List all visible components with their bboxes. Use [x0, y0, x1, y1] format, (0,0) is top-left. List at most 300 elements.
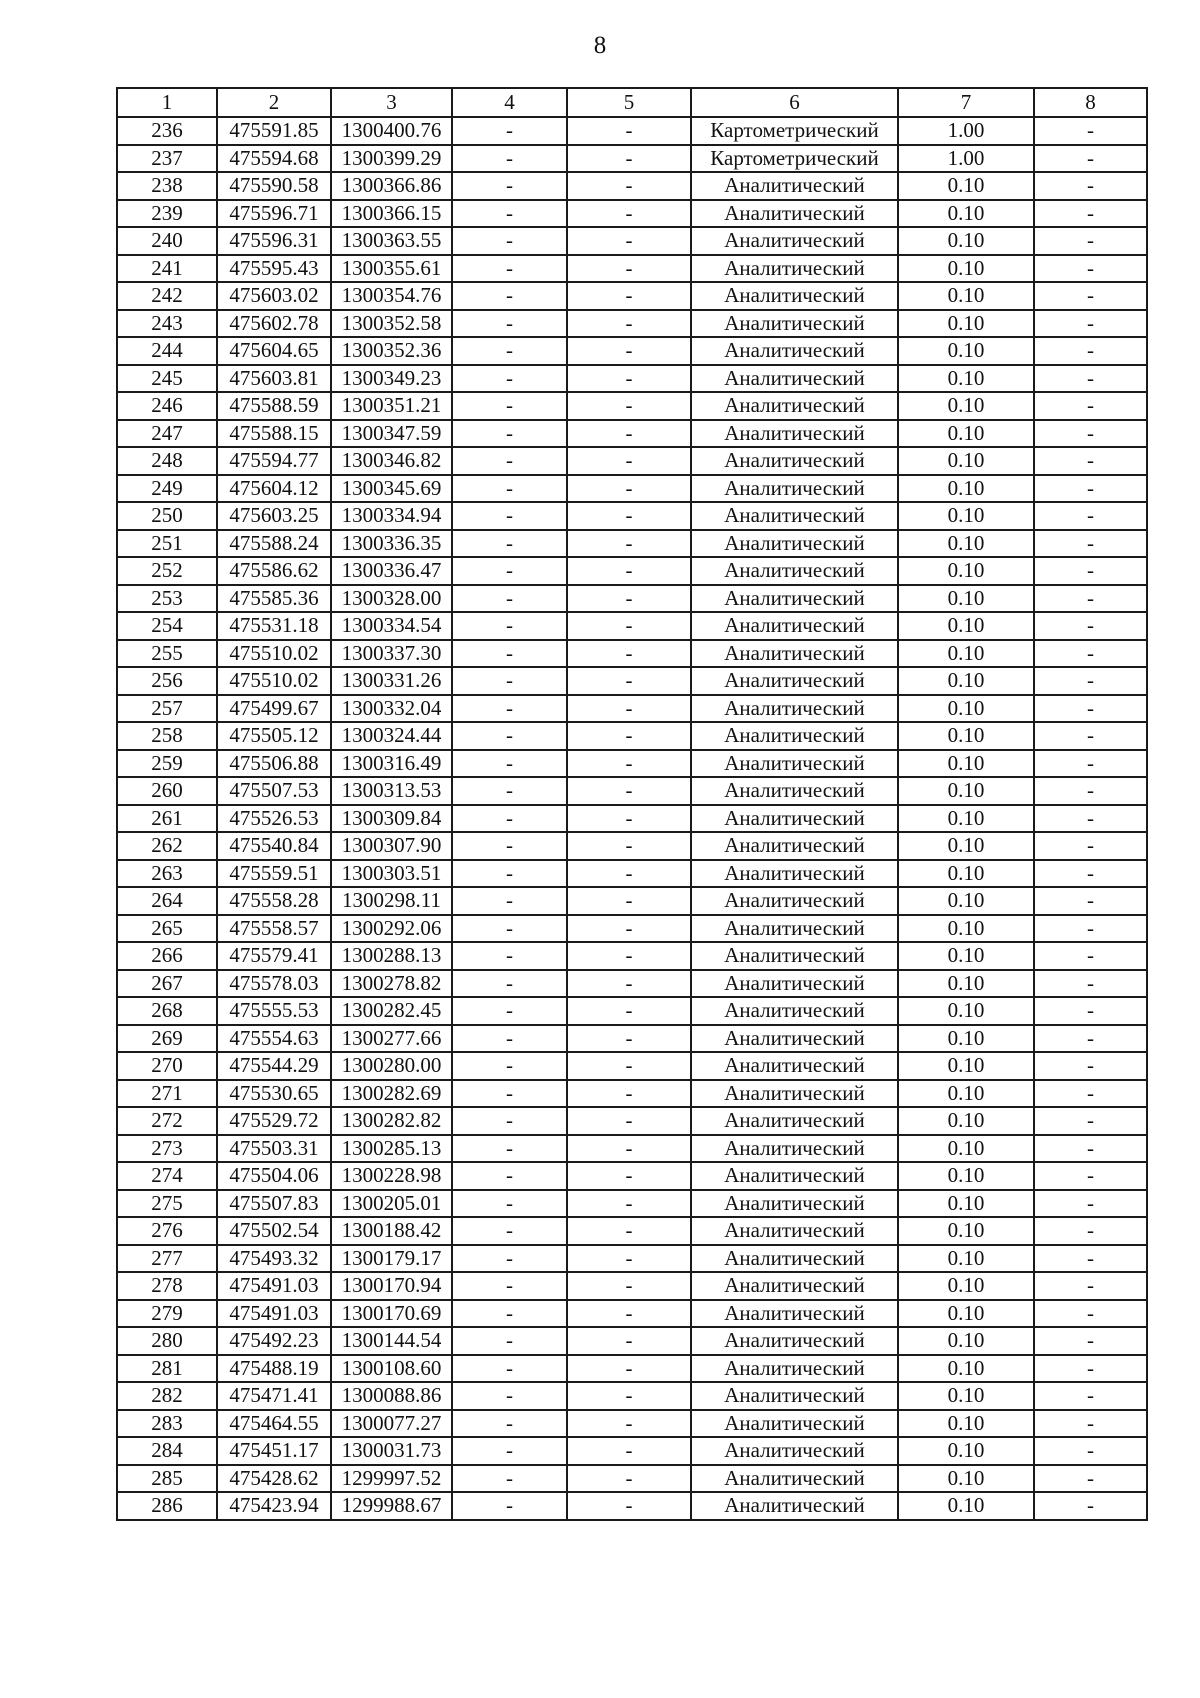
point-number-cell: 250 [117, 502, 217, 530]
method-cell: Аналитический [691, 420, 898, 448]
col-4-cell: - [452, 1135, 567, 1163]
col-5-cell: - [567, 915, 691, 943]
col-8-cell: - [1034, 1025, 1147, 1053]
y-coordinate-cell: 1300316.49 [331, 750, 452, 778]
y-coordinate-cell: 1300352.58 [331, 310, 452, 338]
table-row [117, 750, 1147, 778]
point-number-cell: 286 [117, 1492, 217, 1520]
point-number-cell: 282 [117, 1382, 217, 1410]
point-number-cell: 239 [117, 200, 217, 228]
page-number: 8 [593, 32, 607, 59]
y-coordinate-cell: 1300345.69 [331, 475, 452, 503]
table-row [117, 887, 1147, 915]
accuracy-cell: 0.10 [898, 970, 1034, 998]
col-4-cell: - [452, 1107, 567, 1135]
col-4-cell: - [452, 145, 567, 173]
table-body [117, 88, 1147, 1520]
x-coordinate-cell: 475590.58 [217, 172, 331, 200]
point-number-cell: 246 [117, 392, 217, 420]
col-5-cell: - [567, 1300, 691, 1328]
method-cell: Аналитический [691, 777, 898, 805]
col-4-cell: - [452, 502, 567, 530]
col-8-cell: - [1034, 475, 1147, 503]
accuracy-cell: 0.10 [898, 1492, 1034, 1520]
col-5-cell: - [567, 970, 691, 998]
accuracy-cell: 0.10 [898, 750, 1034, 778]
x-coordinate-cell: 475506.88 [217, 750, 331, 778]
col-5-cell: - [567, 1217, 691, 1245]
col-8-cell: - [1034, 530, 1147, 558]
x-coordinate-cell: 475585.36 [217, 585, 331, 613]
point-number-cell: 237 [117, 145, 217, 173]
col-5-cell: - [567, 1437, 691, 1465]
col-5-cell: - [567, 585, 691, 613]
y-coordinate-cell: 1300324.44 [331, 722, 452, 750]
col-5-cell: - [567, 667, 691, 695]
coordinates-table [116, 87, 1148, 1521]
col-4-cell: - [452, 750, 567, 778]
col-5-cell: - [567, 310, 691, 338]
x-coordinate-cell: 475423.94 [217, 1492, 331, 1520]
x-coordinate-cell: 475503.31 [217, 1135, 331, 1163]
col-8-cell: - [1034, 1135, 1147, 1163]
y-coordinate-cell: 1300313.53 [331, 777, 452, 805]
accuracy-cell: 0.10 [898, 915, 1034, 943]
col-4-cell: - [452, 970, 567, 998]
y-coordinate-cell: 1300336.47 [331, 557, 452, 585]
x-coordinate-cell: 475526.53 [217, 805, 331, 833]
col-5-cell: - [567, 695, 691, 723]
method-cell: Аналитический [691, 915, 898, 943]
method-cell: Аналитический [691, 310, 898, 338]
accuracy-cell: 0.10 [898, 722, 1034, 750]
y-coordinate-cell: 1300298.11 [331, 887, 452, 915]
method-cell: Аналитический [691, 530, 898, 558]
col-8-cell: - [1034, 612, 1147, 640]
x-coordinate-cell: 475603.02 [217, 282, 331, 310]
y-coordinate-cell: 1300347.59 [331, 420, 452, 448]
col-8-cell: - [1034, 942, 1147, 970]
col-5-cell: - [567, 447, 691, 475]
x-coordinate-cell: 475555.53 [217, 997, 331, 1025]
point-number-cell: 236 [117, 117, 217, 145]
col-8-cell: - [1034, 1245, 1147, 1273]
table-row [117, 1190, 1147, 1218]
point-number-cell: 272 [117, 1107, 217, 1135]
table-row [117, 200, 1147, 228]
y-coordinate-cell: 1300334.54 [331, 612, 452, 640]
point-number-cell: 276 [117, 1217, 217, 1245]
x-coordinate-cell: 475540.84 [217, 832, 331, 860]
col-5-cell: - [567, 1382, 691, 1410]
col-5-cell: - [567, 1410, 691, 1438]
point-number-cell: 242 [117, 282, 217, 310]
table-row [117, 1107, 1147, 1135]
col-8-cell: - [1034, 970, 1147, 998]
col-5-cell: - [567, 612, 691, 640]
x-coordinate-cell: 475464.55 [217, 1410, 331, 1438]
x-coordinate-cell: 475544.29 [217, 1052, 331, 1080]
table-row [117, 970, 1147, 998]
col-8-cell: - [1034, 1382, 1147, 1410]
point-number-cell: 248 [117, 447, 217, 475]
table-header-row [117, 88, 1147, 117]
x-coordinate-cell: 475558.57 [217, 915, 331, 943]
col-5-cell: - [567, 997, 691, 1025]
col-8-cell: - [1034, 557, 1147, 585]
method-cell: Аналитический [691, 1135, 898, 1163]
table-row [117, 117, 1147, 145]
table-row [117, 502, 1147, 530]
column-header-8: 8 [1034, 88, 1147, 117]
x-coordinate-cell: 475493.32 [217, 1245, 331, 1273]
col-8-cell: - [1034, 805, 1147, 833]
col-5-cell: - [567, 1492, 691, 1520]
col-4-cell: - [452, 337, 567, 365]
col-8-cell: - [1034, 255, 1147, 283]
point-number-cell: 274 [117, 1162, 217, 1190]
point-number-cell: 280 [117, 1327, 217, 1355]
col-4-cell: - [452, 1382, 567, 1410]
col-4-cell: - [452, 392, 567, 420]
x-coordinate-cell: 475591.85 [217, 117, 331, 145]
x-coordinate-cell: 475594.77 [217, 447, 331, 475]
y-coordinate-cell: 1300292.06 [331, 915, 452, 943]
point-number-cell: 259 [117, 750, 217, 778]
point-number-cell: 254 [117, 612, 217, 640]
method-cell: Аналитический [691, 502, 898, 530]
accuracy-cell: 0.10 [898, 1245, 1034, 1273]
col-4-cell: - [452, 777, 567, 805]
y-coordinate-cell: 1300355.61 [331, 255, 452, 283]
table-row [117, 557, 1147, 585]
accuracy-cell: 0.10 [898, 200, 1034, 228]
method-cell: Аналитический [691, 1382, 898, 1410]
col-8-cell: - [1034, 1300, 1147, 1328]
y-coordinate-cell: 1300108.60 [331, 1355, 452, 1383]
method-cell: Аналитический [691, 1355, 898, 1383]
table-row [117, 1245, 1147, 1273]
col-8-cell: - [1034, 667, 1147, 695]
accuracy-cell: 0.10 [898, 255, 1034, 283]
table-row [117, 337, 1147, 365]
x-coordinate-cell: 475554.63 [217, 1025, 331, 1053]
x-coordinate-cell: 475558.28 [217, 887, 331, 915]
method-cell: Аналитический [691, 805, 898, 833]
method-cell: Аналитический [691, 585, 898, 613]
col-5-cell: - [567, 1080, 691, 1108]
col-4-cell: - [452, 887, 567, 915]
x-coordinate-cell: 475531.18 [217, 612, 331, 640]
y-coordinate-cell: 1300307.90 [331, 832, 452, 860]
accuracy-cell: 0.10 [898, 832, 1034, 860]
point-number-cell: 273 [117, 1135, 217, 1163]
accuracy-cell: 0.10 [898, 365, 1034, 393]
accuracy-cell: 0.10 [898, 1025, 1034, 1053]
accuracy-cell: 0.10 [898, 997, 1034, 1025]
x-coordinate-cell: 475504.06 [217, 1162, 331, 1190]
accuracy-cell: 0.10 [898, 805, 1034, 833]
col-8-cell: - [1034, 860, 1147, 888]
accuracy-cell: 0.10 [898, 1080, 1034, 1108]
col-5-cell: - [567, 392, 691, 420]
method-cell: Аналитический [691, 942, 898, 970]
col-5-cell: - [567, 777, 691, 805]
y-coordinate-cell: 1300278.82 [331, 970, 452, 998]
y-coordinate-cell: 1300282.69 [331, 1080, 452, 1108]
x-coordinate-cell: 475604.65 [217, 337, 331, 365]
col-4-cell: - [452, 805, 567, 833]
table-row [117, 1355, 1147, 1383]
col-5-cell: - [567, 530, 691, 558]
y-coordinate-cell: 1300188.42 [331, 1217, 452, 1245]
accuracy-cell: 0.10 [898, 942, 1034, 970]
method-cell: Аналитический [691, 365, 898, 393]
col-4-cell: - [452, 1245, 567, 1273]
col-4-cell: - [452, 1327, 567, 1355]
y-coordinate-cell: 1299997.52 [331, 1465, 452, 1493]
col-5-cell: - [567, 145, 691, 173]
accuracy-cell: 0.10 [898, 1052, 1034, 1080]
x-coordinate-cell: 475507.83 [217, 1190, 331, 1218]
table-row [117, 475, 1147, 503]
x-coordinate-cell: 475578.03 [217, 970, 331, 998]
col-5-cell: - [567, 1327, 691, 1355]
point-number-cell: 258 [117, 722, 217, 750]
x-coordinate-cell: 475596.71 [217, 200, 331, 228]
point-number-cell: 255 [117, 640, 217, 668]
col-4-cell: - [452, 1190, 567, 1218]
y-coordinate-cell: 1300366.86 [331, 172, 452, 200]
point-number-cell: 268 [117, 997, 217, 1025]
col-8-cell: - [1034, 695, 1147, 723]
col-5-cell: - [567, 420, 691, 448]
x-coordinate-cell: 475596.31 [217, 227, 331, 255]
table-row [117, 1465, 1147, 1493]
col-8-cell: - [1034, 447, 1147, 475]
col-5-cell: - [567, 1107, 691, 1135]
table-row [117, 695, 1147, 723]
col-5-cell: - [567, 1465, 691, 1493]
accuracy-cell: 0.10 [898, 420, 1034, 448]
x-coordinate-cell: 475499.67 [217, 695, 331, 723]
accuracy-cell: 0.10 [898, 1437, 1034, 1465]
col-4-cell: - [452, 1355, 567, 1383]
method-cell: Аналитический [691, 750, 898, 778]
method-cell: Аналитический [691, 557, 898, 585]
col-5-cell: - [567, 227, 691, 255]
method-cell: Аналитический [691, 282, 898, 310]
col-4-cell: - [452, 667, 567, 695]
point-number-cell: 281 [117, 1355, 217, 1383]
y-coordinate-cell: 1300400.76 [331, 117, 452, 145]
table-row [117, 282, 1147, 310]
point-number-cell: 264 [117, 887, 217, 915]
col-4-cell: - [452, 310, 567, 338]
accuracy-cell: 0.10 [898, 1410, 1034, 1438]
x-coordinate-cell: 475588.59 [217, 392, 331, 420]
column-header-4: 4 [452, 88, 567, 117]
col-4-cell: - [452, 227, 567, 255]
table-row [117, 310, 1147, 338]
y-coordinate-cell: 1300179.17 [331, 1245, 452, 1273]
table-row [117, 667, 1147, 695]
y-coordinate-cell: 1300337.30 [331, 640, 452, 668]
x-coordinate-cell: 475491.03 [217, 1300, 331, 1328]
accuracy-cell: 0.10 [898, 502, 1034, 530]
table-row [117, 255, 1147, 283]
col-8-cell: - [1034, 832, 1147, 860]
column-header-6: 6 [691, 88, 898, 117]
table-row [117, 640, 1147, 668]
table-row [117, 1052, 1147, 1080]
y-coordinate-cell: 1300280.00 [331, 1052, 452, 1080]
col-8-cell: - [1034, 1107, 1147, 1135]
accuracy-cell: 0.10 [898, 1355, 1034, 1383]
accuracy-cell: 0.10 [898, 667, 1034, 695]
col-5-cell: - [567, 1190, 691, 1218]
accuracy-cell: 0.10 [898, 640, 1034, 668]
point-number-cell: 245 [117, 365, 217, 393]
y-coordinate-cell: 1300285.13 [331, 1135, 452, 1163]
point-number-cell: 284 [117, 1437, 217, 1465]
y-coordinate-cell: 1300228.98 [331, 1162, 452, 1190]
accuracy-cell: 0.10 [898, 475, 1034, 503]
point-number-cell: 256 [117, 667, 217, 695]
x-coordinate-cell: 475510.02 [217, 667, 331, 695]
col-4-cell: - [452, 832, 567, 860]
accuracy-cell: 0.10 [898, 1162, 1034, 1190]
col-4-cell: - [452, 585, 567, 613]
y-coordinate-cell: 1300399.29 [331, 145, 452, 173]
method-cell: Аналитический [691, 970, 898, 998]
y-coordinate-cell: 1300336.35 [331, 530, 452, 558]
accuracy-cell: 0.10 [898, 310, 1034, 338]
col-5-cell: - [567, 255, 691, 283]
col-8-cell: - [1034, 282, 1147, 310]
col-5-cell: - [567, 337, 691, 365]
accuracy-cell: 0.10 [898, 1327, 1034, 1355]
table-row [117, 860, 1147, 888]
x-coordinate-cell: 475586.62 [217, 557, 331, 585]
table-row [117, 997, 1147, 1025]
x-coordinate-cell: 475602.78 [217, 310, 331, 338]
accuracy-cell: 0.10 [898, 172, 1034, 200]
point-number-cell: 249 [117, 475, 217, 503]
table-row [117, 832, 1147, 860]
accuracy-cell: 0.10 [898, 585, 1034, 613]
y-coordinate-cell: 1300331.26 [331, 667, 452, 695]
y-coordinate-cell: 1300277.66 [331, 1025, 452, 1053]
col-4-cell: - [452, 640, 567, 668]
table-row [117, 1492, 1147, 1520]
method-cell: Аналитический [691, 1245, 898, 1273]
method-cell: Аналитический [691, 1327, 898, 1355]
x-coordinate-cell: 475559.51 [217, 860, 331, 888]
accuracy-cell: 0.10 [898, 557, 1034, 585]
method-cell: Аналитический [691, 1465, 898, 1493]
x-coordinate-cell: 475492.23 [217, 1327, 331, 1355]
col-5-cell: - [567, 172, 691, 200]
method-cell: Аналитический [691, 1162, 898, 1190]
accuracy-cell: 0.10 [898, 1217, 1034, 1245]
table-row [117, 145, 1147, 173]
method-cell: Аналитический [691, 887, 898, 915]
method-cell: Картометрический [691, 145, 898, 173]
x-coordinate-cell: 475507.53 [217, 777, 331, 805]
col-4-cell: - [452, 612, 567, 640]
y-coordinate-cell: 1300366.15 [331, 200, 452, 228]
x-coordinate-cell: 475603.81 [217, 365, 331, 393]
point-number-cell: 271 [117, 1080, 217, 1108]
accuracy-cell: 0.10 [898, 392, 1034, 420]
method-cell: Аналитический [691, 1052, 898, 1080]
method-cell: Аналитический [691, 200, 898, 228]
col-5-cell: - [567, 1355, 691, 1383]
method-cell: Аналитический [691, 1437, 898, 1465]
col-8-cell: - [1034, 227, 1147, 255]
point-number-cell: 267 [117, 970, 217, 998]
col-5-cell: - [567, 1162, 691, 1190]
column-header-5: 5 [567, 88, 691, 117]
y-coordinate-cell: 1300144.54 [331, 1327, 452, 1355]
col-4-cell: - [452, 1300, 567, 1328]
col-4-cell: - [452, 1410, 567, 1438]
table-row [117, 1217, 1147, 1245]
table-row [117, 365, 1147, 393]
col-8-cell: - [1034, 777, 1147, 805]
table-row [117, 172, 1147, 200]
x-coordinate-cell: 475588.24 [217, 530, 331, 558]
table-row [117, 1162, 1147, 1190]
table-row [117, 1437, 1147, 1465]
x-coordinate-cell: 475529.72 [217, 1107, 331, 1135]
col-4-cell: - [452, 1492, 567, 1520]
accuracy-cell: 0.10 [898, 612, 1034, 640]
point-number-cell: 269 [117, 1025, 217, 1053]
col-5-cell: - [567, 1025, 691, 1053]
method-cell: Аналитический [691, 695, 898, 723]
col-8-cell: - [1034, 1162, 1147, 1190]
x-coordinate-cell: 475491.03 [217, 1272, 331, 1300]
col-5-cell: - [567, 282, 691, 310]
point-number-cell: 243 [117, 310, 217, 338]
col-8-cell: - [1034, 1052, 1147, 1080]
col-8-cell: - [1034, 750, 1147, 778]
col-4-cell: - [452, 942, 567, 970]
accuracy-cell: 1.00 [898, 145, 1034, 173]
col-5-cell: - [567, 860, 691, 888]
point-number-cell: 266 [117, 942, 217, 970]
col-8-cell: - [1034, 1465, 1147, 1493]
method-cell: Аналитический [691, 1492, 898, 1520]
col-8-cell: - [1034, 337, 1147, 365]
x-coordinate-cell: 475588.15 [217, 420, 331, 448]
point-number-cell: 279 [117, 1300, 217, 1328]
point-number-cell: 253 [117, 585, 217, 613]
col-8-cell: - [1034, 1355, 1147, 1383]
table-row [117, 1135, 1147, 1163]
col-4-cell: - [452, 1025, 567, 1053]
accuracy-cell: 0.10 [898, 1272, 1034, 1300]
method-cell: Аналитический [691, 392, 898, 420]
point-number-cell: 240 [117, 227, 217, 255]
y-coordinate-cell: 1300088.86 [331, 1382, 452, 1410]
point-number-cell: 270 [117, 1052, 217, 1080]
method-cell: Аналитический [691, 1300, 898, 1328]
y-coordinate-cell: 1300031.73 [331, 1437, 452, 1465]
point-number-cell: 283 [117, 1410, 217, 1438]
